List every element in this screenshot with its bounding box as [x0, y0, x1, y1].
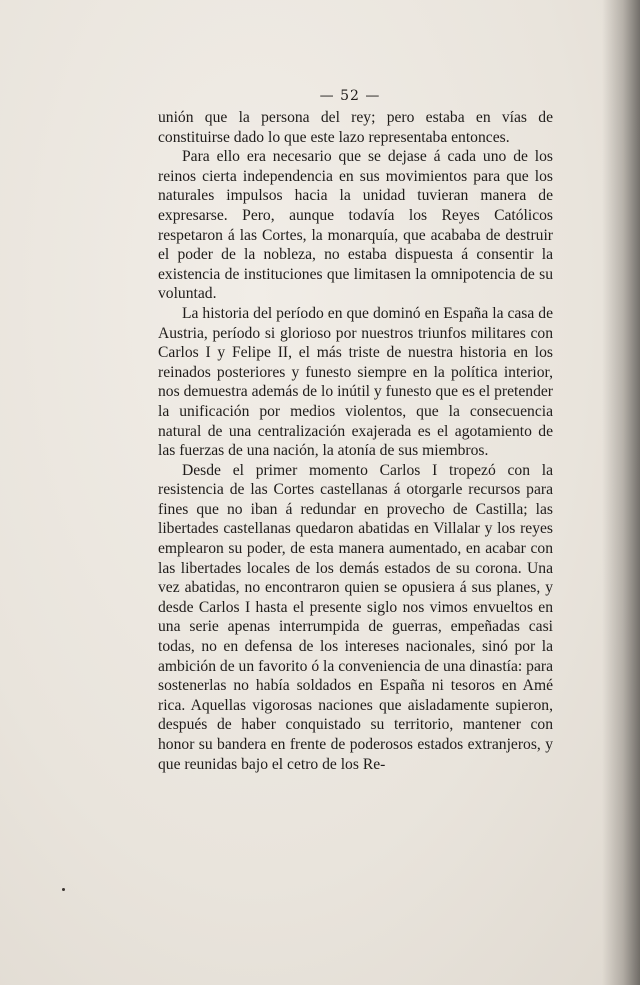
- spine-shadow: [602, 0, 640, 985]
- page-number: — 52 —: [319, 88, 381, 104]
- paper-speck: [62, 888, 65, 891]
- paragraph: La historia del período en que dominó en España la casa de Austria, período si glorioso por nuestros triunfos militares con Carlos I y Felipe II, el más triste de nuestra historia en los reinados posteriores y funesto siempre en la política interior, nos demuestra además de lo inútil y funesto que es el pretender la unificación por medios violentos, que la consecuencia natural de una centralización exajerada es el agotamiento de las fuerzas de una nación, la atonía de sus miembros.: [158, 304, 553, 460]
- paragraph: Desde el primer momento Carlos I tropezó con la resistencia de las Cortes castellanas á otorgarle recursos para fines que no iban á redundar en provecho de Castilla; las libertades castellanas quedaron abatidas en Villalar y los reyes emplearon su poder, de esta manera aumentado, en acabar con las libertades locales de los demás estados de su corona. Una vez abatidas, no encontraron quien se opusiera á sus planes, y desde Carlos I hasta el presente siglo nos vimos envueltos en una serie apenas interrumpida de guerras, empeñadas casi todas, no en defensa de los intereses nacionales, sinó por la ambición de un favorito ó la conveniencia de una dinastía: para sostenerlas no había soldados en España ni tesoros en Amé rica. Aquellas vigorosas naciones que aisladamente supieron, después de haber conquistado su territorio, mantener con honor su bandera en frente de poderosos estados extranjeros, y que reunidas bajo el cetro de los Re-: [158, 461, 553, 773]
- paragraph-continuation: unión que la persona del rey; pero estaba en vías de constituirse dado lo que este lazo representaba entonces.: [158, 109, 553, 146]
- paragraph: Para ello era necesario que se dejase á cada uno de los reinos cierta independencia en sus movimientos para que los naturales impulsos hacia la unidad tuvieran manera de expresarse. Pero, aunque todavía los Reyes Católicos respetaron á las Cortes, la monarquía, que acababa de destruir el poder de la nobleza, no estaba dispuesta á consentir la existencia de instituciones que limitasen la omnipotencia de su voluntad.: [158, 148, 553, 303]
- body-text: [158, 108, 553, 774]
